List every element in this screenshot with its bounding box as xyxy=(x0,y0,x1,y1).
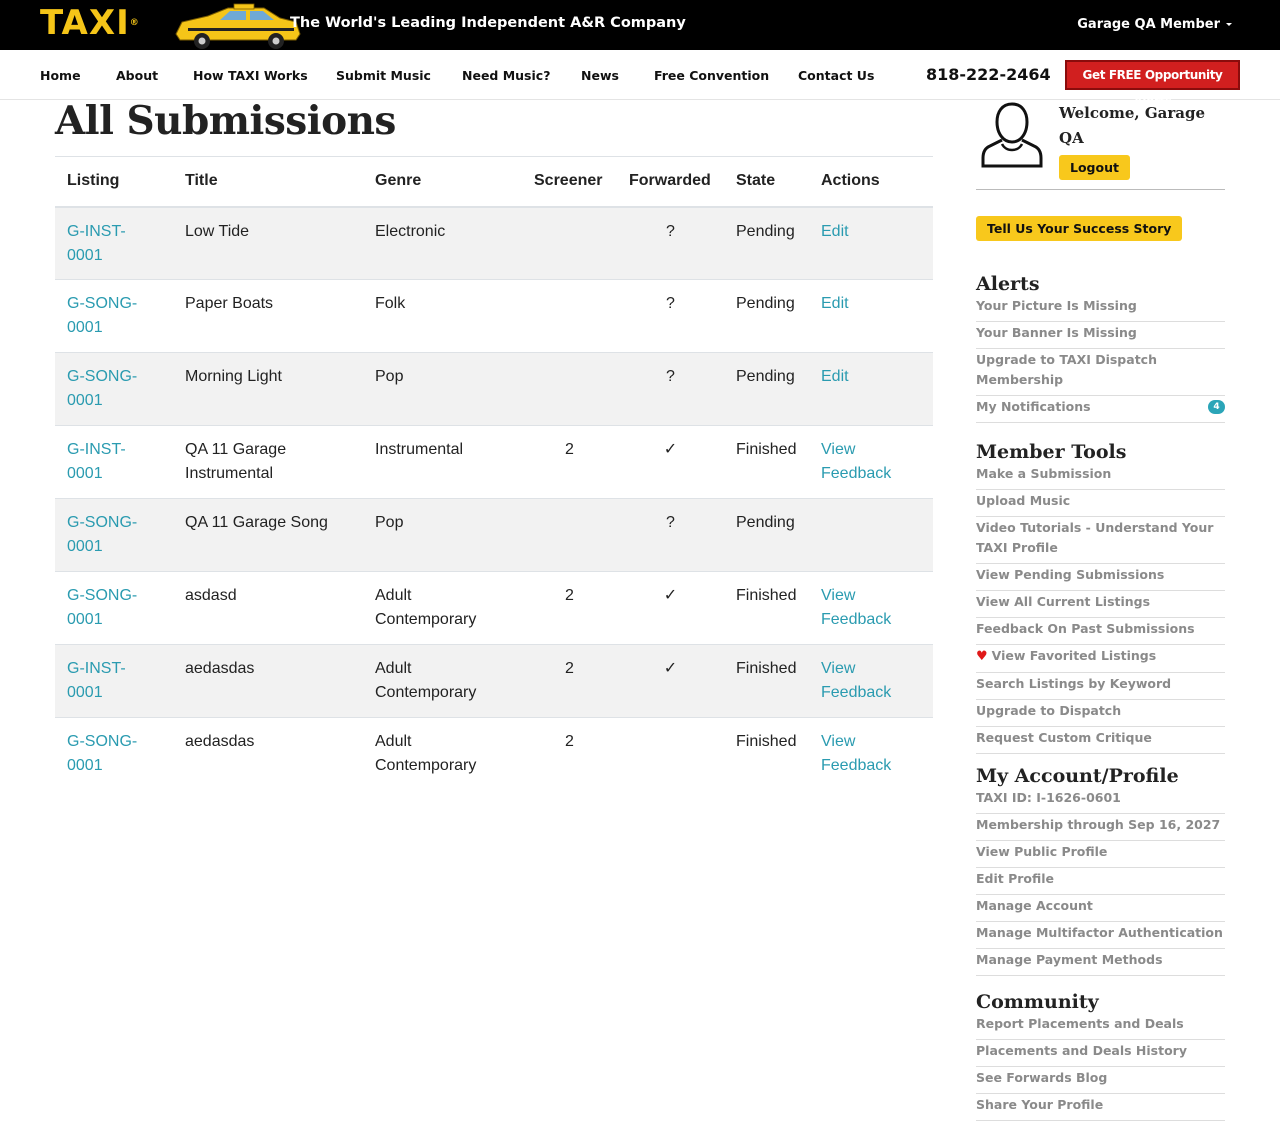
registered-mark: ® xyxy=(129,18,140,28)
tool-upload-music[interactable]: Upload Music xyxy=(976,491,1225,517)
account-heading: My Account/Profile xyxy=(976,765,1179,787)
listing-link[interactable]: G-INST-0001 xyxy=(67,660,126,701)
submissions-table xyxy=(55,156,933,791)
tool-favorited-listings[interactable] xyxy=(976,646,1225,673)
main-nav xyxy=(0,50,1280,108)
edit-link[interactable]: Edit xyxy=(821,222,849,240)
success-story-button[interactable]: Tell Us Your Success Story xyxy=(976,216,1182,241)
free-alerts-button[interactable]: Get FREE Opportunity Alerts xyxy=(1065,60,1240,90)
listing-link[interactable]: G-SONG-0001 xyxy=(67,368,138,409)
submission-title: Morning Light xyxy=(173,353,363,426)
table-row xyxy=(55,426,933,499)
tool-search-keyword[interactable]: Search Listings by Keyword xyxy=(976,674,1225,700)
divider xyxy=(976,189,1225,190)
view-feedback-link[interactable]: View Feedback xyxy=(821,733,892,774)
nav-news[interactable]: News xyxy=(581,68,619,83)
tool-make-submission[interactable]: Make a Submission xyxy=(976,464,1225,490)
col-title[interactable]: Title xyxy=(173,157,363,207)
listing-link[interactable]: G-SONG-0001 xyxy=(67,514,138,555)
submission-genre: Pop xyxy=(363,353,522,426)
table-row xyxy=(55,207,933,280)
nav-need-music[interactable]: Need Music? xyxy=(462,68,551,83)
edit-link[interactable]: Edit xyxy=(821,295,849,312)
alerts-heading: Alerts xyxy=(976,273,1040,295)
table-row xyxy=(55,572,933,645)
tool-past-feedback[interactable]: Feedback On Past Submissions xyxy=(976,619,1225,645)
phone-number: 818-222-2464 xyxy=(926,65,1051,84)
table-row xyxy=(55,353,933,426)
forwarded-status: ? xyxy=(617,207,724,280)
page-title: All Submissions xyxy=(55,98,396,144)
account-mfa[interactable]: Manage Multifactor Authentication xyxy=(976,923,1225,949)
tagline: The World's Leading Independent A&R Company xyxy=(290,15,686,31)
forwarded-status: ✓ xyxy=(617,426,724,499)
member-menu[interactable] xyxy=(1077,17,1232,32)
community-forwards-blog[interactable]: See Forwards Blog xyxy=(976,1068,1225,1094)
notifications-count-badge: 4 xyxy=(1208,400,1225,414)
table-row xyxy=(55,499,933,572)
submission-title: Low Tide xyxy=(173,207,363,280)
forwarded-status: ? xyxy=(617,353,724,426)
view-feedback-link[interactable]: View Feedback xyxy=(821,587,892,628)
account-public-profile[interactable]: View Public Profile xyxy=(976,842,1225,868)
submission-genre: Adult Contemporary xyxy=(363,718,522,791)
tool-upgrade-dispatch[interactable]: Upgrade to Dispatch xyxy=(976,701,1225,727)
top-bar xyxy=(0,0,1280,50)
submission-title: Paper Boats xyxy=(173,280,363,353)
screener-value xyxy=(522,353,617,426)
col-forwarded[interactable]: Forwarded xyxy=(617,157,724,207)
submission-state: Finished xyxy=(724,645,809,718)
forwarded-status: ? xyxy=(617,499,724,572)
table-header-row xyxy=(55,157,933,207)
community-placements-history[interactable]: Placements and Deals History xyxy=(976,1041,1225,1067)
alert-banner-missing[interactable]: Your Banner Is Missing xyxy=(976,323,1225,349)
forwarded-status: ✓ xyxy=(617,645,724,718)
table-row xyxy=(55,645,933,718)
submission-title: QA 11 Garage Instrumental xyxy=(173,426,363,499)
nav-about[interactable]: About xyxy=(116,68,159,83)
submission-genre: Instrumental xyxy=(363,426,522,499)
submission-title: QA 11 Garage Song xyxy=(173,499,363,572)
nav-how-taxi-works[interactable]: How TAXI Works xyxy=(193,68,308,83)
user-avatar-icon[interactable] xyxy=(980,100,1044,172)
tool-current-listings[interactable]: View All Current Listings xyxy=(976,592,1225,618)
tool-custom-critique[interactable]: Request Custom Critique xyxy=(976,728,1225,754)
submission-genre: Folk xyxy=(363,280,522,353)
account-manage-account[interactable]: Manage Account xyxy=(976,896,1225,922)
submission-genre: Electronic xyxy=(363,207,522,280)
alert-my-notifications[interactable] xyxy=(976,397,1225,423)
welcome-message: Welcome, Garage QA xyxy=(1059,104,1206,147)
listing-link[interactable]: G-SONG-0001 xyxy=(67,295,138,336)
tool-video-tutorials[interactable]: Video Tutorials - Understand Your TAXI Profile xyxy=(976,518,1225,564)
submission-state: Pending xyxy=(724,280,809,353)
community-section xyxy=(976,990,1225,1122)
forwarded-status: ? xyxy=(617,280,724,353)
submission-title: aedasdas xyxy=(173,645,363,718)
submission-state: Finished xyxy=(724,572,809,645)
listing-link[interactable]: G-SONG-0001 xyxy=(67,733,138,774)
submission-genre: Adult Contemporary xyxy=(363,645,522,718)
submission-genre: Adult Contemporary xyxy=(363,572,522,645)
account-taxi-id[interactable]: TAXI ID: I-1626-0601 xyxy=(976,788,1225,814)
notifications-label: My Notifications xyxy=(976,399,1091,414)
logo-wordmark: TAXI xyxy=(40,3,130,43)
screener-value xyxy=(522,280,617,353)
listing-link[interactable]: G-INST-0001 xyxy=(67,441,126,482)
view-feedback-link[interactable]: View Feedback xyxy=(821,441,892,482)
alert-picture-missing[interactable]: Your Picture Is Missing xyxy=(976,296,1225,322)
listing-link[interactable]: G-SONG-0001 xyxy=(67,587,138,628)
submission-state: Pending xyxy=(724,207,809,280)
taxi-cab-icon xyxy=(168,4,304,50)
listing-link[interactable]: G-INST-0001 xyxy=(67,222,126,264)
taxi-logo[interactable] xyxy=(40,2,265,48)
submission-title: asdasd xyxy=(173,572,363,645)
account-payment-methods[interactable]: Manage Payment Methods xyxy=(976,950,1225,976)
screener-value xyxy=(522,207,617,280)
col-genre[interactable]: Genre xyxy=(363,157,522,207)
screener-value: 2 xyxy=(522,718,617,791)
table-row xyxy=(55,718,933,791)
member-tools-section xyxy=(976,440,1225,755)
caret-down-icon xyxy=(1226,23,1232,26)
nav-free-convention[interactable]: Free Convention xyxy=(654,68,770,83)
submission-state: Finished xyxy=(724,426,809,499)
forwarded-status xyxy=(617,718,724,791)
submission-state: Pending xyxy=(724,353,809,426)
nav-contact-us[interactable]: Contact Us xyxy=(798,68,875,83)
forwarded-status: ✓ xyxy=(617,572,724,645)
screener-value: 2 xyxy=(522,645,617,718)
submission-title: aedasdas xyxy=(173,718,363,791)
actions-cell xyxy=(809,499,933,572)
alert-upgrade-dispatch[interactable]: Upgrade to TAXI Dispatch Membership xyxy=(976,350,1225,396)
community-heading: Community xyxy=(976,991,1099,1013)
table-row xyxy=(55,280,933,353)
col-listing[interactable]: Listing xyxy=(55,157,173,207)
nav-submit-music[interactable]: Submit Music xyxy=(336,68,431,83)
community-report-placements[interactable]: Report Placements and Deals xyxy=(976,1014,1225,1040)
edit-link[interactable]: Edit xyxy=(821,368,849,385)
heart-icon: ♥ xyxy=(976,649,988,664)
account-edit-profile[interactable]: Edit Profile xyxy=(976,869,1225,895)
submission-state: Pending xyxy=(724,499,809,572)
favorited-label: View Favorited Listings xyxy=(991,648,1157,663)
community-share-profile[interactable]: Share Your Profile xyxy=(976,1095,1225,1121)
tool-pending-submissions[interactable]: View Pending Submissions xyxy=(976,565,1225,591)
screener-value xyxy=(522,499,617,572)
submission-state: Finished xyxy=(724,718,809,791)
col-state[interactable]: State xyxy=(724,157,809,207)
col-actions: Actions xyxy=(809,157,933,207)
nav-home[interactable]: Home xyxy=(40,68,81,83)
account-section xyxy=(976,764,1225,977)
account-membership[interactable]: Membership through Sep 16, 2027 xyxy=(976,815,1225,841)
col-screener[interactable]: Screener xyxy=(522,157,617,207)
logout-button[interactable]: Logout xyxy=(1059,155,1130,180)
screener-value: 2 xyxy=(522,426,617,499)
member-menu-label: Garage QA Member xyxy=(1077,17,1220,32)
view-feedback-link[interactable]: View Feedback xyxy=(821,660,892,701)
screener-value: 2 xyxy=(522,572,617,645)
alerts-section xyxy=(976,272,1225,424)
member-tools-heading: Member Tools xyxy=(976,441,1127,463)
submission-genre: Pop xyxy=(363,499,522,572)
